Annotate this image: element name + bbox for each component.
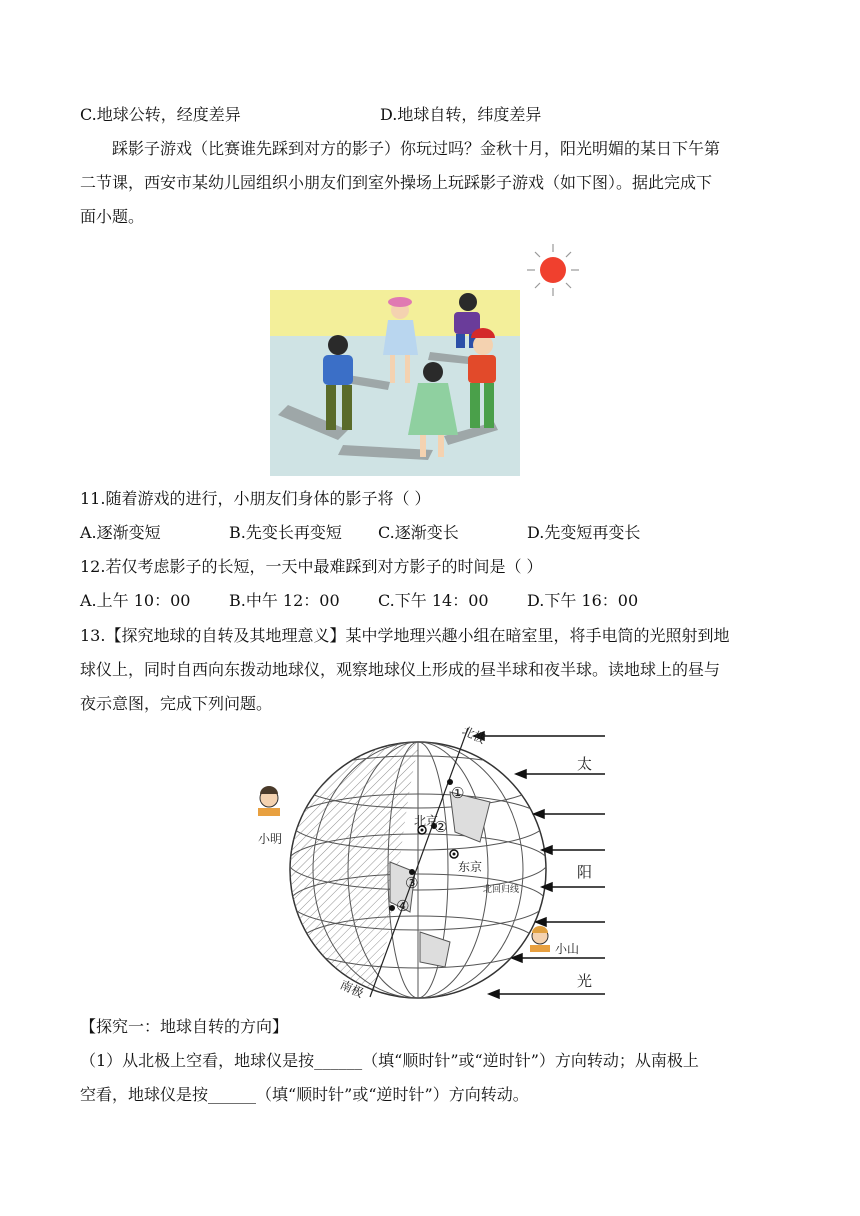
explore1-line-1: （1）从北极上空看，地球仪是按______（填“顺时针”或“逆时针”）方向转动；从南极上	[80, 1051, 699, 1070]
point-2-label: ②	[434, 818, 448, 836]
xiaoshan-label: 小山	[555, 942, 580, 956]
q12-option-c: C.下午 14：00	[378, 591, 489, 610]
intro-line-3: 面小题。	[80, 207, 145, 226]
intro-line-1: 踩影子游戏（比赛谁先踩到对方的影子）你玩过吗？金秋十月，阳光明媚的某日下午第	[112, 139, 721, 158]
explore1-title: 【探究一：地球自转的方向】	[80, 1017, 289, 1036]
shadow-game-illustration	[268, 240, 588, 480]
point-3-label: ③	[405, 874, 419, 892]
tropic-label: 北回归线	[483, 885, 520, 895]
q12-option-d: D.下午 16：00	[527, 591, 639, 610]
sunlight-label-3: 光	[577, 972, 593, 990]
q11-option-d: D.先变短再变长	[527, 523, 641, 542]
north-pole-label: 北极	[459, 723, 488, 747]
intro-line-2: 二节课，西安市某幼儿园组织小朋友们到室外操场上玩踩影子游戏（如下图）。据此完成下	[80, 173, 713, 192]
xiaoming-label: 小明	[258, 832, 283, 846]
q12-stem: 12.若仅考虑影子的长短，一天中最难踩到对方影子的时间是（ ）	[80, 557, 543, 576]
q11-option-c: C.逐渐变长	[378, 523, 459, 542]
q13-line-3: 夜示意图，完成下列问题。	[80, 694, 273, 713]
sunlight-label-2: 阳	[577, 863, 593, 881]
q11-option-a: A.逐渐变短	[80, 523, 161, 542]
q11-stem: 11.随着游戏的进行，小朋友们身体的影子将（ ）	[80, 489, 431, 508]
option-d-prev: D.地球自转，纬度差异	[380, 105, 542, 124]
xiaoming-icon	[258, 786, 280, 816]
sun-icon	[527, 244, 579, 296]
q12-option-a: A.上午 10：00	[80, 591, 191, 610]
option-c-prev: C.地球公转，经度差异	[80, 105, 241, 124]
q13-line-1: 13.【探究地球的自转及其地理意义】某中学地理兴趣小组在暗室里，将手电筒的光照射到地	[80, 626, 730, 645]
south-pole-label: 南极	[337, 977, 366, 1001]
tokyo-label: 东京	[458, 860, 483, 874]
q12-option-b: B.中午 12：00	[229, 591, 340, 610]
beijing-label: 北京	[414, 814, 439, 828]
explore1-line-2: 空看，地球仪是按______（填“顺时针”或“逆时针”）方向转动。	[80, 1085, 529, 1104]
point-1-label: ①	[451, 784, 465, 802]
xiaoshan-icon	[530, 926, 550, 952]
q13-line-2: 球仪上，同时自西向东拨动地球仪，观察地球仪上形成的昼半球和夜半球。读地球上的昼与	[80, 660, 721, 679]
point-4-label: ④	[396, 897, 410, 915]
day-night-globe-diagram	[250, 722, 620, 1002]
q11-option-b: B.先变长再变短	[229, 523, 342, 542]
sunlight-label-1: 太	[577, 755, 593, 773]
